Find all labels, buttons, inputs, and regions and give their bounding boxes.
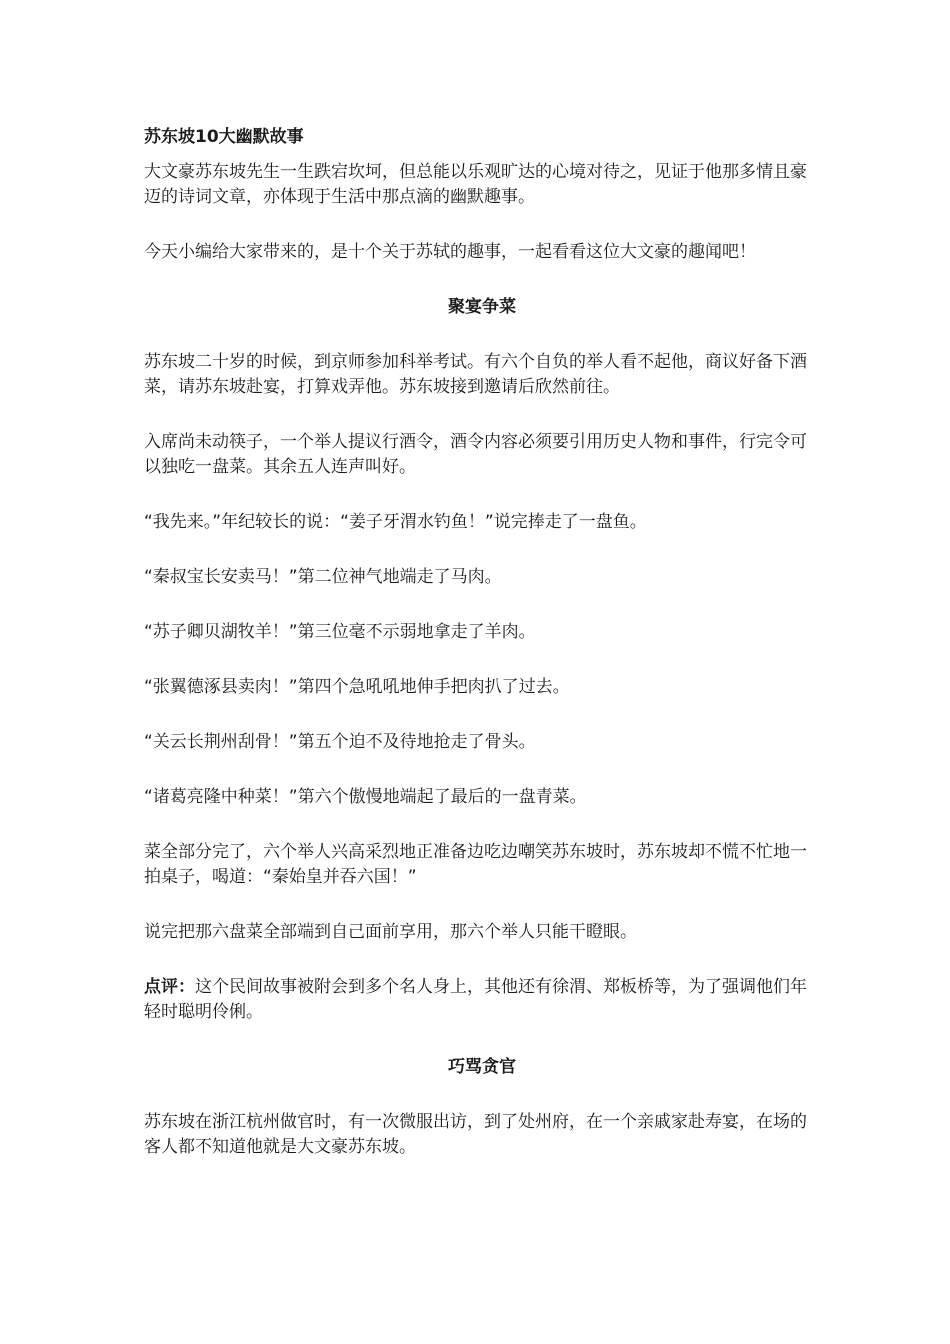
intro-paragraph: 大文豪苏东坡先生一生跌宕坎坷，但总能以乐观旷达的心境对待之，见证于他那多情且豪迈的诗词文章，亦体现于生活中那点滴的幽默趣事。 (144, 162, 807, 207)
comment-paragraph (144, 975, 820, 1025)
story-paragraph: “张翼德涿县卖肉！”第四个急吼吼地伸手把肉扒了过去。 (144, 677, 570, 697)
story-paragraph: 苏东坡二十岁的时候，到京师参加科举考试。有六个自负的举人看不起他，商议好备下酒菜，请苏东坡赴宴，打算戏弄他。苏东坡接到邀请后欣然前往。 (144, 352, 807, 397)
comment-label: 点评： (144, 977, 195, 997)
section-heading: 巧骂贪官 (448, 1057, 516, 1077)
document-body (144, 124, 820, 1190)
story-paragraph: “关云长荆州刮骨！”第五个迫不及待地抢走了骨头。 (144, 732, 536, 752)
section-heading: 聚宴争菜 (448, 297, 516, 317)
story-paragraph: “苏子卿贝湖牧羊！”第三位毫不示弱地拿走了羊肉。 (144, 622, 536, 642)
story-paragraph: “我先来。”年纪较长的说：“姜子牙渭水钓鱼！”说完捧走了一盘鱼。 (144, 512, 647, 532)
story-paragraph: 说完把那六盘菜全部端到自己面前享用，那六个举人只能干瞪眼。 (144, 922, 637, 942)
story-paragraph: 入席尚未动筷子，一个举人提议行酒令，酒令内容必须要引用历史人物和事件，行完令可以独吃一盘菜。其余五人连声叫好。 (144, 432, 807, 477)
story-paragraph: 苏东坡在浙江杭州做官时，有一次微服出访，到了处州府，在一个亲戚家赴寿宴，在场的客人都不知道他就是大文豪苏东坡。 (144, 1112, 807, 1157)
comment-text: 这个民间故事被附会到多个名人身上，其他还有徐渭、郑板桥等，为了强调他们年轻时聪明伶俐。 (144, 977, 807, 1022)
story-paragraph: “秦叔宝长安卖马！”第二位神气地端走了马肉。 (144, 567, 502, 587)
document-title: 苏东坡10大幽默故事 (144, 127, 304, 147)
story-paragraph: 菜全部分完了，六个举人兴高采烈地正准备边吃边嘲笑苏东坡时，苏东坡却不慌不忙地一拍桌子，喝道：“秦始皇并吞六国！” (144, 842, 807, 887)
intro-paragraph: 今天小编给大家带来的，是十个关于苏轼的趣事，一起看看这位大文豪的趣闻吧！ (144, 242, 756, 262)
story-paragraph: “诸葛亮隆中种菜！”第六个傲慢地端起了最后的一盘青菜。 (144, 787, 587, 807)
